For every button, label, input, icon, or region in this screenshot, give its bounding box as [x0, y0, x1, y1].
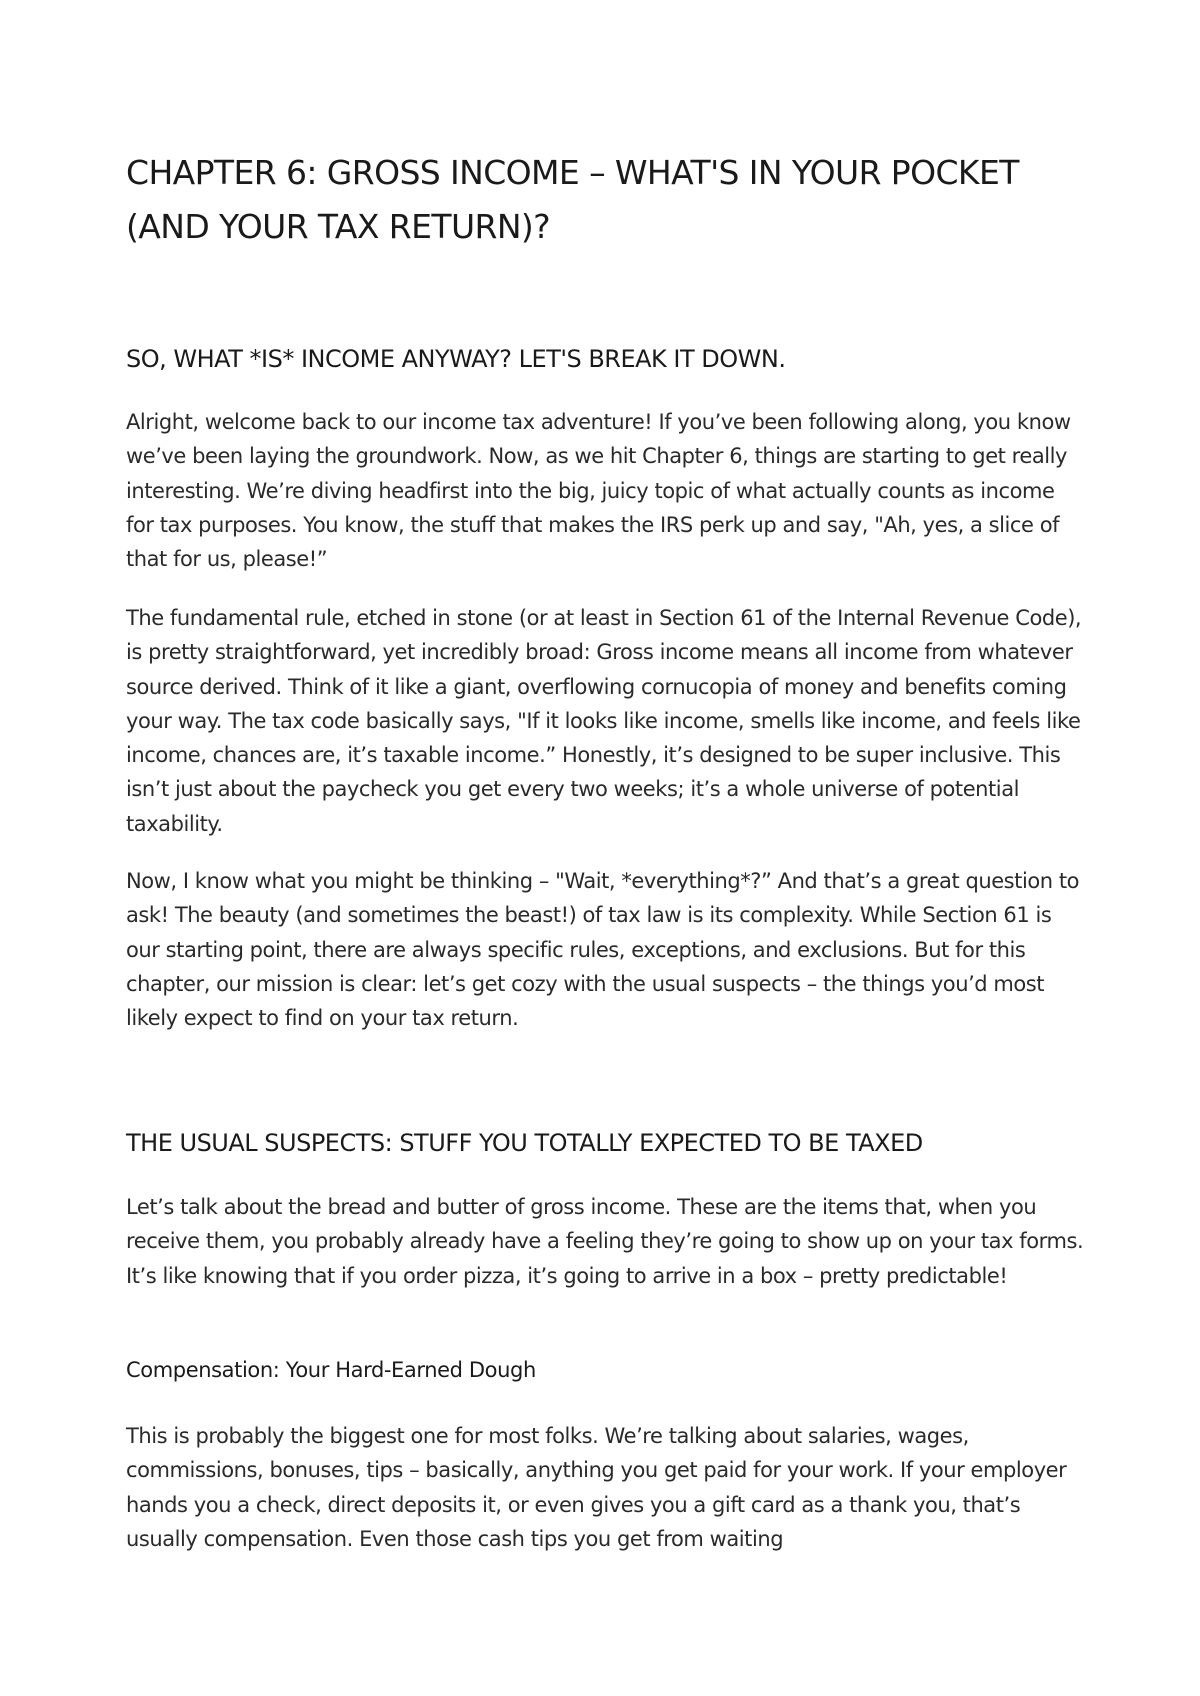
paragraph-fundamental-rule: The fundamental rule, etched in stone (or at least in Section 61 of the Internal Revenue Code), is pretty straightforward, yet incredibly broad: Gross income means all income from whatever source derived. Think of it like a giant, overflowing cornucopia of money and benefits coming your way. The tax code basically says, "If it looks like income, smells like income, and feels like income, chances are, it’s taxable income.” Honestly, it’s designed to be super inclusive. This isn’t just about the paycheck you get every two weeks; it’s a whole universe of potential taxability. — [126, 606, 1082, 836]
paragraph-intro: Alright, welcome back to our income tax adventure! If you’ve been following along, you know we’ve been laying the groundwork. Now, as we hit Chapter 6, things are starting to get really interesting. We’re diving headfirst into the big, juicy topic of what actually counts as income for tax purposes. You know, the stuff that makes the IRS perk up and say, "Ah, yes, a slice of that for us, please!” — [126, 410, 1071, 572]
paragraph-everything-question: Now, I know what you might be thinking – "Wait, *everything*?” And that’s a great question to ask! The beauty (and sometimes the beast!) of tax law is its complexity. While Section 61 is our starting point, there are always specific rules, exceptions, and exclusions. But for this chapter, our mission is clear: let’s get cozy with the usual suspects – the things you’d most likely expect to find on your tax return. — [126, 869, 1079, 1031]
chapter-title: CHAPTER 6: GROSS INCOME – WHAT'S IN YOUR POCKET (AND YOUR TAX RETURN)? — [126, 153, 1019, 246]
section-heading-usual-suspects: THE USUAL SUSPECTS: STUFF YOU TOTALLY EXPECTED TO BE TAXED — [126, 1129, 923, 1157]
paragraph-compensation: This is probably the biggest one for most folks. We’re talking about salaries, wages, commissions, bonuses, tips – basically, anything you get paid for your work. If your employer hands you a check, direct deposits it, or even gives you a gift card as a thank you, that’s usually compensation. Even those cash tips you get from waiting — [126, 1424, 1067, 1551]
subheading-compensation: Compensation: Your Hard-Earned Dough — [126, 1358, 536, 1382]
paragraph-bread-and-butter: Let’s talk about the bread and butter of gross income. These are the items that, when you receive them, you probably already have a feeling they’re going to show up on your tax forms. It’s like knowing that if you order pizza, it’s going to arrive in a box – pretty predictable! — [126, 1195, 1084, 1288]
section-heading-what-is-income: SO, WHAT *IS* INCOME ANYWAY? LET'S BREAK IT DOWN. — [126, 345, 786, 373]
